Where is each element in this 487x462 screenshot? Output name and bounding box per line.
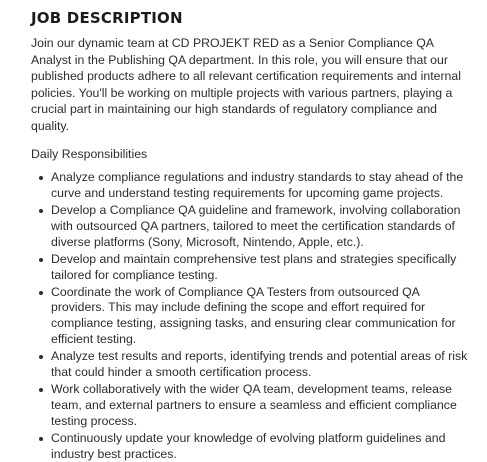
list-item	[39, 431, 473, 462]
page-title: JOB DESCRIPTION	[31, 9, 183, 27]
list-item-text: Work collaboratively with the wider QA team, development teams, release team, and external partners to ensure a seamless and efficient compliance testing process.	[51, 381, 457, 428]
list-item	[39, 170, 473, 202]
responsibilities-list	[31, 170, 473, 462]
responsibilities-heading: Daily Responsibilities	[31, 146, 148, 161]
list-item	[39, 252, 473, 284]
list-item-text: Analyze test results and reports, identifying trends and potential areas of risk that could hinder a smooth certification process.	[51, 349, 468, 380]
bullet-icon	[39, 176, 43, 180]
list-item-text: Develop a Compliance QA guideline and framework, involving collaboration with outsourced QA partners, tailored to meet the certification standards of diverse platforms (Sony, Microsoft, Nintendo, Apple, etc.).	[51, 202, 461, 249]
intro-paragraph: Join our dynamic team at CD PROJEKT RED as a Senior Compliance QA Analyst in the Publishing QA department. In this role, you will ensure that our published products adhere to all relevant certification requirements and internal policies. You'll be working on multiple projects with various partners, playing a crucial part in maintaining our high standards of regulatory compliance and quality.	[31, 36, 461, 133]
list-item-text: Develop and maintain comprehensive test plans and strategies specifically tailored for compliance testing.	[51, 251, 457, 282]
list-item	[39, 349, 473, 381]
list-item	[39, 382, 473, 430]
bullet-icon	[39, 355, 43, 359]
bullet-icon	[39, 291, 43, 295]
list-item-text: Coordinate the work of Compliance QA Testers from outsourced QA providers. This may include defining the scope and effort required for compliance testing, assigning tasks, and ensuring clear communication for efficient testing.	[51, 284, 456, 347]
list-item	[39, 285, 473, 349]
list-item-text: Continuously update your knowledge of evolving platform guidelines and industry best practices.	[51, 430, 446, 461]
list-item	[39, 203, 473, 251]
bullet-icon	[39, 258, 43, 262]
list-item-text: Analyze compliance regulations and industry standards to stay ahead of the curve and understand testing requirements for upcoming game projects.	[51, 170, 464, 201]
bullet-icon	[39, 209, 43, 213]
bullet-icon	[39, 437, 43, 441]
bullet-icon	[39, 388, 43, 392]
